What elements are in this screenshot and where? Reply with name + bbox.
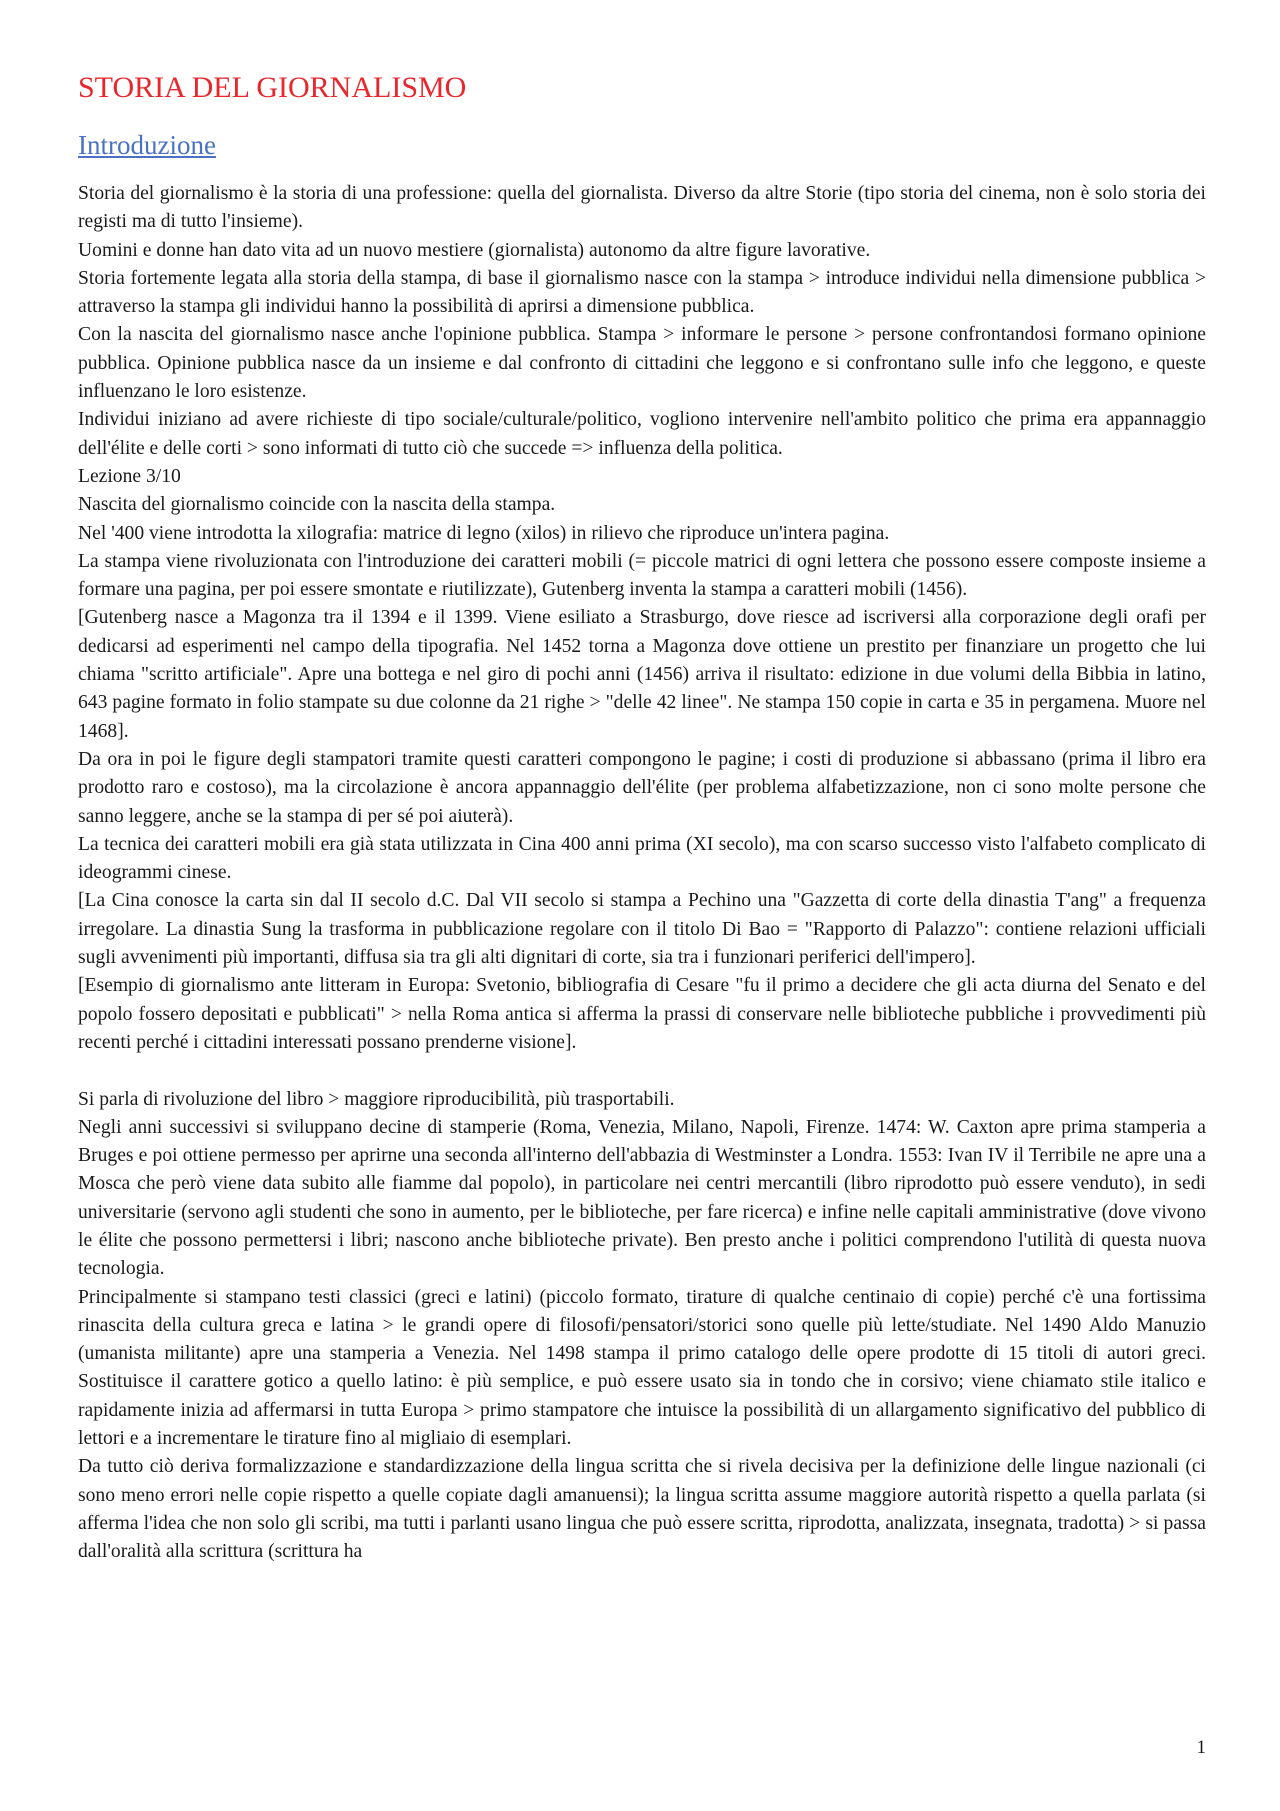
lesson-label: Lezione 3/10 <box>78 465 181 487</box>
page-number: 1 <box>1196 1737 1206 1758</box>
blank-line <box>78 1057 1206 1085</box>
paragraph: Storia fortemente legata alla storia della stampa, di base il giornalismo nasce con la stampa > introduce individui nella dimensione pubblica > attraverso la stampa gli individui hanno la possibilità di aprirsi a dimensione pubblica. <box>78 267 1206 318</box>
paragraph: Negli anni successivi si sviluppano decine di stamperie (Roma, Venezia, Milano, Napoli, Firenze. 1474: W. Caxton apre prima stamperia a Bruges e poi ottiene permesso per aprirne una seconda all'interno dell'abbazia di Westminster a Londra. 1553: Ivan IV il Terribile ne apre una a Mosca che però viene data subito alle fiamme dal popolo), in particolare nei centri mercantili (libro riprodotto può essere venduto), in sedi universitarie (servono agli studenti che sono in aumento, per le biblioteche, per fare ricerca) e infine nelle capitali amministrative (dove vivono le élite che possono permettersi i libri; nascono anche biblioteche private). Ben presto anche i politici comprendono l'utilità di questa nuova tecnologia. <box>78 1116 1206 1280</box>
paragraph: Storia del giornalismo è la storia di una professione: quella del giornalista. Diverso da altre Storie (tipo storia del cinema, non è solo storia dei registi ma di tutto l'insieme). <box>78 183 1206 233</box>
document-body <box>78 70 1206 1567</box>
paragraph: Da tutto ciò deriva formalizzazione e standardizzazione della lingua scritta che si rivela decisiva per la definizione delle lingue nazionali (ci sono meno errori nelle copie rispetto a quelle copiate dagli amanuensi); la lingua scritta assume maggiore autorità rispetto a quella parlata (si afferma l'idea che non solo gli scribi, ma tutti i parlanti usano lingua che può essere scritta, riprodotta, analizzata, insegnata, tradotta) > si passa dall'oralità alla scrittura (scrittura ha <box>78 1456 1206 1563</box>
paragraph: [La Cina conosce la carta sin dal II secolo d.C. Dal VII secolo si stampa a Pechino una "Gazzetta di corte della dinastia T'ang" a frequenza irregolare. La dinastia Sung la trasforma in pubblicazione regolare con il titolo Di Bao = "Rapporto di Palazzo": contiene relazioni ufficiali sugli avvenimenti più importanti, diffusa sia tra gli alti dignitari di corte, sia tra i funzionari periferici dell'impero]. <box>78 890 1206 969</box>
paragraph: Si parla di rivoluzione del libro > maggiore riproducibilità, più trasportabili. <box>78 1088 675 1110</box>
paragraph: Da ora in poi le figure degli stampatori tramite questi caratteri compongono le pagine; i costi di produzione si abbassano (prima il libro era prodotto raro e costoso), ma la circolazione è ancora appannaggio dell'élite (per problema alfabetizzazione, non ci sono molte persone che sanno leggere, anche se la stampa di per sé poi aiuterà). <box>78 748 1206 827</box>
paragraph: Individui iniziano ad avere richieste di tipo sociale/culturale/politico, vogliono intervenire nell'ambito politico che prima era appannaggio dell'élite e delle corti > sono informati di tutto ciò che succede => influenza della politica. <box>78 409 1206 459</box>
paragraph: La tecnica dei caratteri mobili era già stata utilizzata in Cina 400 anni prima (XI secolo), ma con scarso successo visto l'alfabeto complicato di ideogrammi cinese. <box>78 833 1206 884</box>
paragraph: Nel '400 viene introdotta la xilografia: matrice di legno (xilos) in rilievo che riproduce un'intera pagina. <box>78 522 890 544</box>
paragraph: Nascita del giornalismo coincide con la nascita della stampa. <box>78 494 556 516</box>
paragraph: [Gutenberg nasce a Magonza tra il 1394 e il 1399. Viene esiliato a Strasburgo, dove riesce ad iscriversi alla corporazione degli orafi per dedicarsi ad esperimenti nel campo della tipografia. Nel 1452 torna a Magonza dove ottiene un prestito per finanziare un progetto che lui chiama "scritto artificiale". Apre una bottega e nel giro di pochi anni (1456) arriva il risultato: edizione in due volumi della Bibbia in latino, 643 pagine formato in folio stampate su due colonne da 21 righe > "delle 42 linee". Ne stampa 150 copie in carta e 35 in pergamena. Muore nel 1468]. <box>78 607 1206 742</box>
paragraph: Principalmente si stampano testi classici (greci e latini) (piccolo formato, tirature di qualche centinaio di copie) perché c'è una fortissima rinascita della cultura greca e latina > le grandi opere di filosofi/pensatori/storici sono quelle più lette/studiate. Nel 1490 Aldo Manuzio (umanista militante) apre una stamperia a Venezia. Nel 1498 stampa il primo catalogo delle opere prodotte di 15 titoli di autori greci. Sostituisce il carattere gotico a quello latino: è più semplice, e può essere usato sia in tondo che in corsivo; viene chiamato stile italico e rapidamente inizia ad affermarsi in tutta Europa > primo stampatore che intuisce la possibilità di un allargamento significativo del pubblico di lettori e a incrementare le tirature fino al migliaio di esemplari. <box>78 1286 1206 1450</box>
paragraph: Con la nascita del giornalismo nasce anche l'opinione pubblica. Stampa > informare le persone > persone confrontandosi formano opinione pubblica. Opinione pubblica nasce da un insieme e dal confronto di cittadini che leggono e si confrontano sulle info che leggono, e queste influenzano le loro esistenze. <box>78 324 1206 403</box>
paragraph: La stampa viene rivoluzionata con l'introduzione dei caratteri mobili (= piccole matrici di ogni lettera che possono essere composte insieme a formare una pagina, per poi essere smontate e riutilizzate), Gutenberg inventa la stampa a caratteri mobili (1456). <box>78 550 1206 601</box>
document-title: STORIA DEL GIORNALISMO <box>78 71 467 104</box>
section-heading-introduzione[interactable]: Introduzione <box>78 130 216 160</box>
paragraph: [Esempio di giornalismo ante litteram in Europa: Svetonio, bibliografia di Cesare "fu il primo a decidere che gli acta diurna del Senato e del popolo fossero depositati e pubblicati" > nella Roma antica si afferma la prassi di conservare nelle biblioteche pubbliche i provvedimenti più recenti perché i cittadini interessati possano prenderne visione]. <box>78 975 1206 1053</box>
paragraph: Uomini e donne han dato vita ad un nuovo mestiere (giornalista) autonomo da altre figure lavorative. <box>78 239 871 261</box>
